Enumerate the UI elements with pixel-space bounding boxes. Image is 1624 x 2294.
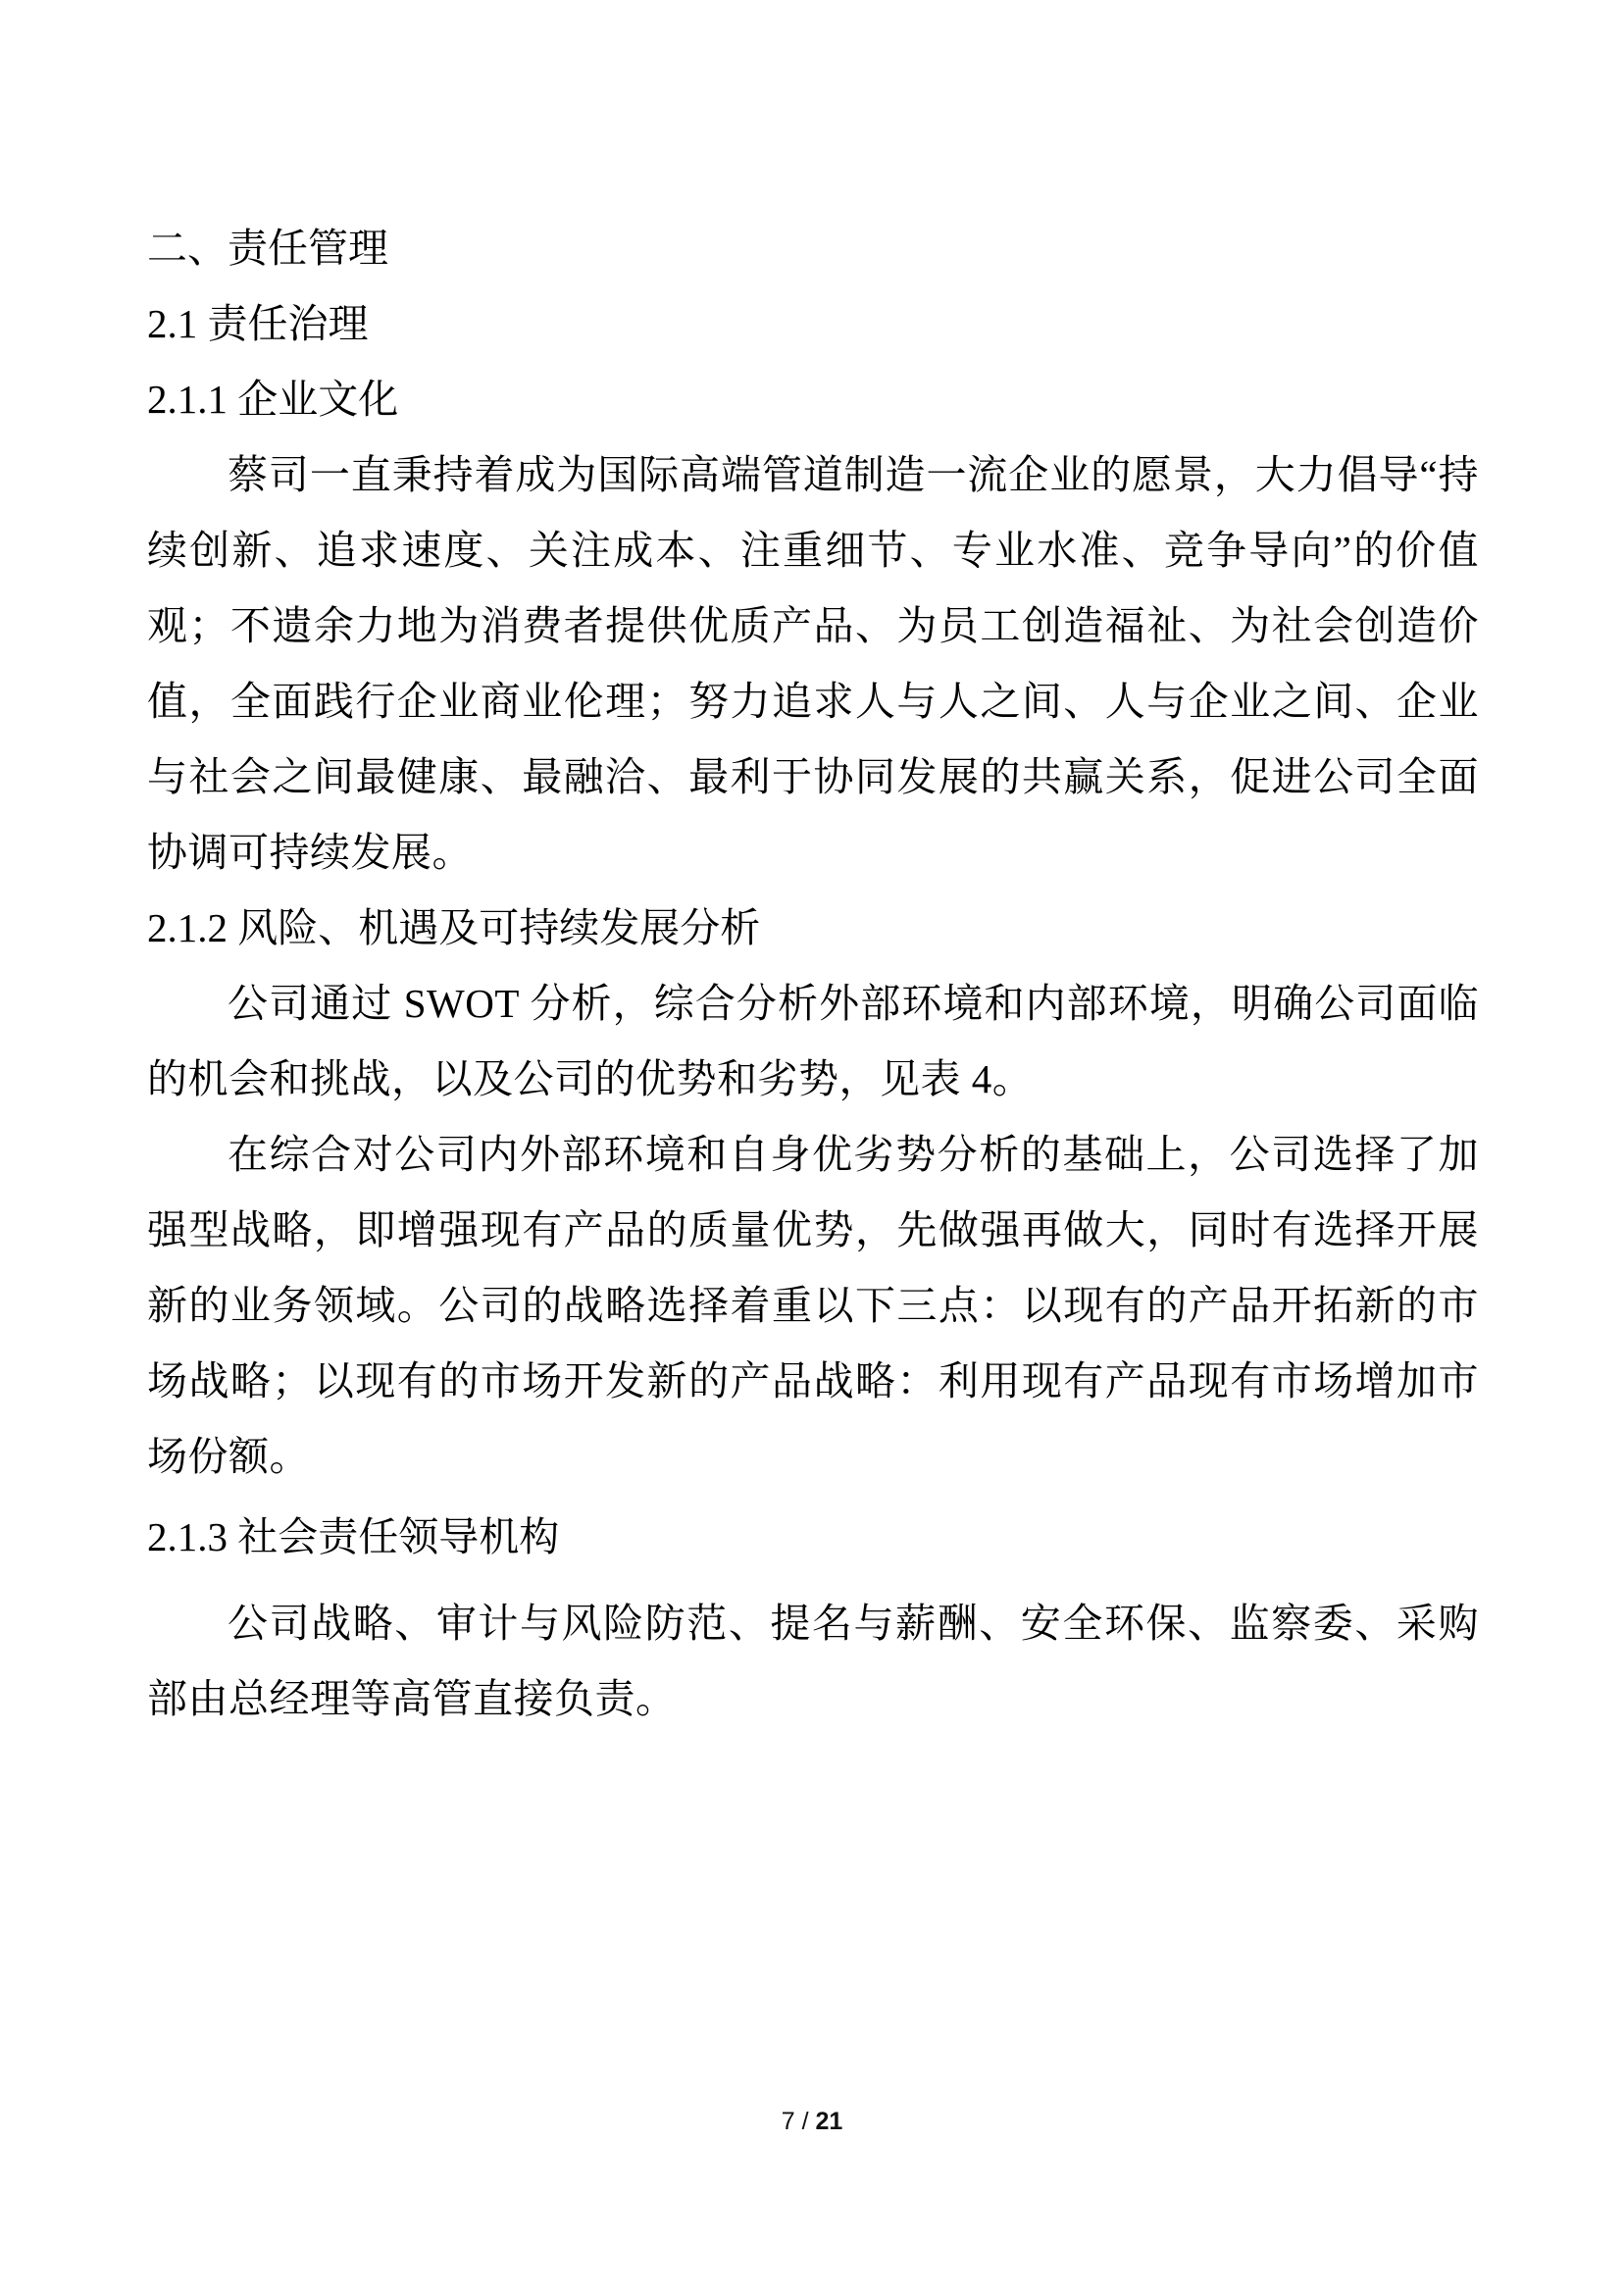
section-heading-responsibility-management: 二、责任管理 xyxy=(147,226,388,271)
section-heading-2-1-2-risk-opportunity-analysis: 2.1.2 风险、机遇及可持续发展分析 xyxy=(147,905,761,950)
paragraph-strategy-selection: 在综合对公司内外部环境和自身优劣势分析的基础上，公司选择了加强型战略，即增强现有产品的质量优势，先做强再做大，同时有选择开展新的业务领域。公司的战略选择着重以下三点：以现有的产品开拓新的市场战略；以现有的市场开发新的产品战略：利用现有产品现有市场增加市场份额。 xyxy=(147,1132,1479,1479)
document-body xyxy=(147,211,1479,1737)
section-heading-2-1-3-csr-leadership: 2.1.3 社会责任领导机构 xyxy=(147,1514,560,1559)
page-number-total: 21 xyxy=(815,2108,843,2135)
paragraph-csr-leadership: 公司战略、审计与风险防范、提名与薪酬、安全环保、监察委、采购部由总经理等高管直接负责。 xyxy=(147,1601,1479,1721)
paragraph-corporate-culture: 蔡司一直秉持着成为国际高端管道制造一流企业的愿景，大力倡导“持续创新、追求速度、关注成本、注重细节、专业水准、竞争导向”的价值观；不遗余力地为消费者提供优质产品、为员工创造福祉、为社会创造价值，全面践行企业商业伦理；努力追求人与人之间、人与企业之间、企业与社会之间最健康、最融洽、最利于协同发展的共赢关系，促进公司全面协调可持续发展。 xyxy=(147,452,1479,875)
section-heading-2-1-responsibility-governance: 2.1 责任治理 xyxy=(147,301,369,346)
page-number-separator: / xyxy=(794,2108,816,2135)
page-footer xyxy=(0,2107,1624,2136)
section-heading-2-1-1-corporate-culture: 2.1.1 企业文化 xyxy=(147,377,399,422)
paragraph-swot-analysis: 公司通过 SWOT 分析，综合分析外部环境和内部环境，明确公司面临的机会和挑战，以及公司的优势和劣势，见表 4。 xyxy=(147,981,1479,1101)
page-number-current: 7 xyxy=(781,2108,795,2135)
